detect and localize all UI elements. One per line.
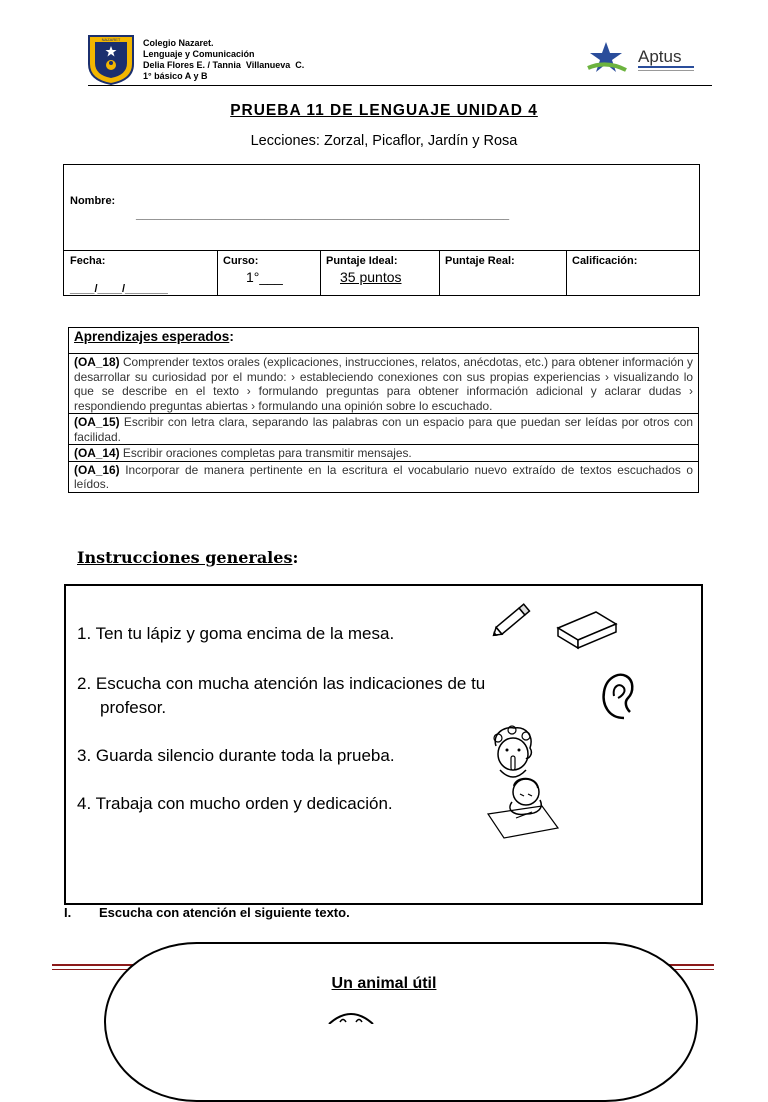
instruction-item: 2. Escucha con mucha atención las indicaciones de tu bbox=[77, 674, 486, 693]
grade-label: 1° básico A y B bbox=[143, 71, 208, 81]
objective-item: (OA_18) Comprender textos orales (explicaciones, instrucciones, relatos, anécdotas, etc.) para obtener información y desarrollar su curiosidad por el mundo: › estableciendo conexiones con sus propias experiencias › visualizando lo que se describe en el texto › formulando preguntas para obtener información adicional y aclarar dudas › respondiendo preguntas abiertas › formulando una opinión sobre lo escuchado. bbox=[69, 353, 698, 413]
ideal-score-label: Puntaje Ideal: bbox=[326, 255, 398, 267]
header-info bbox=[143, 38, 304, 82]
shield-text: NAZARET bbox=[101, 37, 121, 42]
story-title: Un animal útil bbox=[331, 975, 437, 992]
aptus-logo bbox=[586, 40, 698, 80]
objectives-box bbox=[68, 327, 699, 493]
ideal-score-value: 35 puntos bbox=[340, 269, 402, 285]
header-divider bbox=[88, 85, 712, 86]
course-label: Curso: bbox=[223, 255, 259, 267]
ear-icon bbox=[596, 668, 636, 722]
box-divider bbox=[64, 250, 699, 251]
name-field[interactable]: _____________________________________________________________ bbox=[136, 209, 510, 221]
pencil-icon bbox=[488, 600, 538, 642]
instruction-item: 4. Trabaja con mucho orden y dedicación. bbox=[77, 794, 393, 813]
course-field[interactable]: 1°___ bbox=[246, 269, 283, 285]
story-frame bbox=[104, 942, 698, 1102]
name-label: Nombre: bbox=[70, 195, 116, 207]
instruction-item: 1. Ten tu lápiz y goma encima de la mesa. bbox=[77, 624, 395, 643]
instruction-item-cont: profesor. bbox=[100, 698, 167, 717]
instruction-item: 3. Guarda silencio durante toda la prueba. bbox=[77, 746, 395, 765]
student-info-box bbox=[63, 164, 700, 296]
lessons-line: Lecciones: Zorzal, Picaflor, Jardín y Rosa bbox=[250, 133, 518, 149]
real-score-label: Puntaje Real: bbox=[445, 255, 515, 267]
objective-item: (OA_15) Escribir con letra clara, separando las palabras con un espacio para que puedan ser leídas por otros con facilidad. bbox=[69, 413, 698, 444]
school-name: Colegio Nazaret. bbox=[143, 38, 214, 48]
subject-name: Lenguaje y Comunicación bbox=[143, 49, 255, 59]
instructions-box bbox=[64, 584, 703, 905]
instructions-title: Instrucciones generales: bbox=[77, 548, 299, 567]
date-field[interactable]: ____/____/_______ bbox=[70, 283, 168, 295]
objective-item: (OA_16) Incorporar de manera pertinente en la escritura el vocabulario nuevo extraído de textos escuchados o leídos. bbox=[69, 461, 698, 492]
eraser-icon bbox=[552, 604, 622, 650]
grade-score-label: Calificación: bbox=[572, 255, 638, 267]
aptus-text: Aptus bbox=[638, 47, 682, 66]
objectives-heading: Aprendizajes esperados: bbox=[74, 329, 234, 344]
section-1-instruction: I. Escucha con atención el siguiente texto. bbox=[64, 905, 350, 920]
date-label: Fecha: bbox=[70, 255, 106, 267]
school-shield-logo bbox=[87, 34, 135, 86]
test-title: PRUEBA 11 DE LENGUAJE UNIDAD 4 bbox=[230, 102, 538, 119]
story-illustration-icon bbox=[326, 1010, 376, 1024]
working-child-icon bbox=[486, 774, 568, 840]
teachers-names: Delia Flores E. / Tannia Villanueva C. bbox=[143, 60, 305, 70]
objective-item: (OA_14) Escribir oraciones completas para transmitir mensajes. bbox=[69, 444, 698, 461]
